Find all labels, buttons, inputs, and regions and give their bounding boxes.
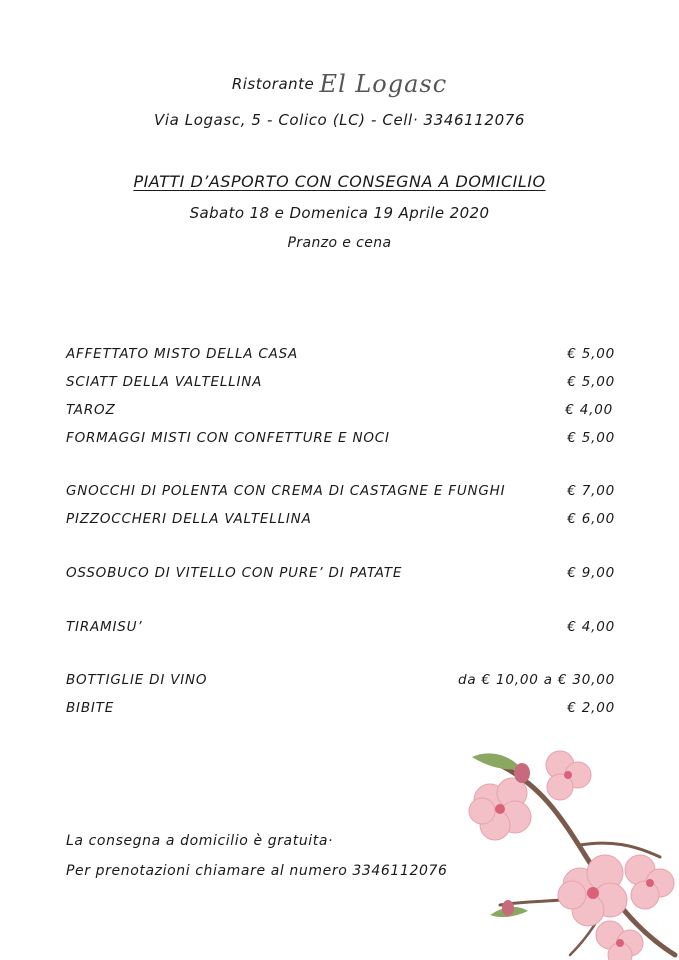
- restaurant-prefix: Ristorante: [231, 75, 315, 93]
- menu-item-name: GNOCCHI DI POLENTA CON CREMA DI CASTAGNE E FUNGHI: [66, 483, 506, 499]
- menu-item-name: BIBITE: [66, 700, 115, 716]
- menu-item-name: AFFETTATO MISTO DELLA CASA: [66, 346, 299, 362]
- menu-item-price: € 5,00: [567, 430, 615, 446]
- page-title: PIATTI D’ASPORTO CON CONSEGNA A DOMICILIO: [133, 172, 546, 191]
- menu-item-price: € 9,00: [567, 565, 615, 581]
- restaurant-name: El Logasc: [319, 70, 448, 98]
- menu-item-price: € 4,00: [567, 619, 615, 635]
- menu-item-price: € 5,00: [567, 346, 615, 362]
- menu-item-price: € 6,00: [567, 511, 615, 527]
- menu-item-price: da € 10,00 a € 30,00: [457, 672, 615, 688]
- menu-item: [66, 430, 615, 450]
- restaurant-line: [0, 70, 679, 98]
- menu-item: [66, 565, 615, 585]
- menu-item-name: TIRAMISU’: [66, 619, 143, 635]
- menu-item: [66, 619, 615, 639]
- menu-item-price: € 2,00: [567, 700, 615, 716]
- menu-item-name: SCIATT DELLA VALTELLINA: [66, 374, 263, 390]
- menu-item: [66, 700, 615, 720]
- menu-item-name: PIZZOCCHERI DELLA VALTELLINA: [66, 511, 312, 527]
- menu-item-name: OSSOBUCO DI VITELLO CON PURE’ DI PATATE: [66, 565, 403, 581]
- menu-item: [66, 483, 615, 503]
- menu-item: [66, 672, 615, 692]
- menu-item-name: TAROZ: [66, 402, 116, 418]
- menu-item: [66, 346, 615, 366]
- menu-item-price: € 7,00: [567, 483, 615, 499]
- address: Via Logasc, 5 - Colico (LC) - Cell· 3346112076: [154, 111, 525, 129]
- menu-item: [66, 402, 615, 422]
- menu-item-name: BOTTIGLIE DI VINO: [66, 672, 208, 688]
- menu-item-price: € 4,00: [565, 402, 613, 418]
- menu-item-name: FORMAGGI MISTI CON CONFETTURE E NOCI: [66, 430, 390, 446]
- cherry-blossom-icon: [460, 745, 679, 960]
- menu-item-price: € 5,00: [567, 374, 615, 390]
- delivery-note: La consegna a domicilio è gratuita·: [66, 833, 334, 849]
- dates: Sabato 18 e Domenica 19 Aprile 2020: [189, 204, 490, 222]
- menu-item: [66, 511, 615, 531]
- menu-item: [66, 374, 615, 394]
- service-times: Pranzo e cena: [287, 235, 392, 251]
- booking-note: Per prenotazioni chiamare al numero 3346112076: [66, 863, 448, 879]
